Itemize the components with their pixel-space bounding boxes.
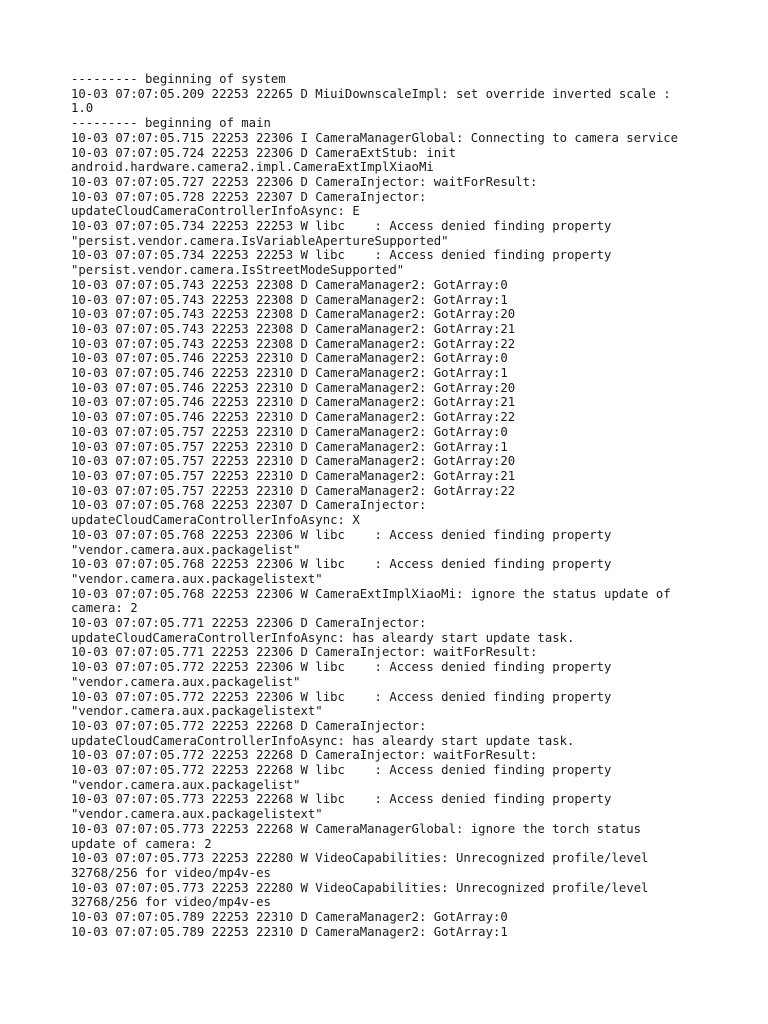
log-line: 10-03 07:07:05.724 22253 22306 D CameraExtStub: init: [71, 145, 456, 160]
log-line: 10-03 07:07:05.768 22253 22307 D CameraInjector:: [71, 498, 427, 513]
log-line: 10-03 07:07:05.734 22253 22253 W libc : Access denied finding property: [71, 219, 612, 234]
log-line: 10-03 07:07:05.789 22253 22310 D CameraManager2: GotArray:0: [71, 910, 508, 925]
log-line: updateCloudCameraControllerInfoAsync: has aleardy start update task.: [71, 733, 575, 748]
log-line: 10-03 07:07:05.772 22253 22268 D CameraInjector:: [71, 718, 427, 733]
log-line: 10-03 07:07:05.757 22253 22310 D CameraManager2: GotArray:22: [71, 483, 516, 498]
log-line: 10-03 07:07:05.773 22253 22280 W VideoCapabilities: Unrecognized profile/level: [71, 851, 649, 866]
log-output: [71, 72, 751, 939]
log-line: 10-03 07:07:05.746 22253 22310 D CameraManager2: GotArray:1: [71, 366, 508, 381]
log-line: 10-03 07:07:05.715 22253 22306 I CameraManagerGlobal: Connecting to camera service: [71, 130, 679, 145]
log-line: "vendor.camera.aux.packagelistext": [71, 704, 323, 719]
log-line: 10-03 07:07:05.789 22253 22310 D CameraManager2: GotArray:1: [71, 924, 508, 939]
log-line: 10-03 07:07:05.772 22253 22268 W libc : Access denied finding property: [71, 763, 612, 778]
log-line: 10-03 07:07:05.734 22253 22253 W libc : Access denied finding property: [71, 248, 612, 263]
log-line: 10-03 07:07:05.773 22253 22268 W CameraManagerGlobal: ignore the torch status: [71, 821, 642, 836]
log-line: 10-03 07:07:05.746 22253 22310 D CameraManager2: GotArray:0: [71, 351, 508, 366]
log-line: --------- beginning of main: [71, 116, 271, 131]
log-line: 10-03 07:07:05.772 22253 22306 W libc : Access denied finding property: [71, 689, 612, 704]
document-page: [71, 72, 751, 939]
log-line: "vendor.camera.aux.packagelistext": [71, 807, 323, 822]
log-line: updateCloudCameraControllerInfoAsync: has aleardy start update task.: [71, 630, 575, 645]
log-line: 10-03 07:07:05.768 22253 22306 W libc : Access denied finding property: [71, 557, 612, 572]
log-line: updateCloudCameraControllerInfoAsync: E: [71, 204, 360, 219]
log-line: 10-03 07:07:05.743 22253 22308 D CameraManager2: GotArray:1: [71, 292, 508, 307]
log-line: 10-03 07:07:05.746 22253 22310 D CameraManager2: GotArray:20: [71, 380, 516, 395]
log-line: 10-03 07:07:05.772 22253 22306 W libc : Access denied finding property: [71, 660, 612, 675]
log-line: "vendor.camera.aux.packagelist": [71, 542, 301, 557]
log-line: 10-03 07:07:05.771 22253 22306 D CameraInjector:: [71, 616, 427, 631]
log-line: 10-03 07:07:05.768 22253 22306 W libc : Access denied finding property: [71, 527, 612, 542]
log-line: 10-03 07:07:05.773 22253 22280 W VideoCapabilities: Unrecognized profile/level: [71, 880, 649, 895]
log-line: "vendor.camera.aux.packagelist": [71, 777, 301, 792]
log-line: update of camera: 2: [71, 836, 212, 851]
log-line: "persist.vendor.camera.IsStreetModeSupported": [71, 263, 405, 278]
log-line: 10-03 07:07:05.743 22253 22308 D CameraManager2: GotArray:21: [71, 321, 516, 336]
log-line: 10-03 07:07:05.757 22253 22310 D CameraManager2: GotArray:1: [71, 439, 508, 454]
log-line: 10-03 07:07:05.727 22253 22306 D CameraInjector: waitForResult:: [71, 174, 538, 189]
log-line: "vendor.camera.aux.packagelistext": [71, 571, 323, 586]
log-line: 1.0: [71, 101, 94, 116]
log-line: updateCloudCameraControllerInfoAsync: X: [71, 513, 360, 528]
log-line: 10-03 07:07:05.772 22253 22268 D CameraInjector: waitForResult:: [71, 748, 538, 763]
log-line: 10-03 07:07:05.746 22253 22310 D CameraManager2: GotArray:22: [71, 410, 516, 425]
log-line: 10-03 07:07:05.728 22253 22307 D CameraInjector:: [71, 189, 427, 204]
log-line: android.hardware.camera2.impl.CameraExtImplXiaoMi: [71, 160, 434, 175]
log-line: 10-03 07:07:05.743 22253 22308 D CameraManager2: GotArray:20: [71, 307, 516, 322]
log-line: camera: 2: [71, 601, 138, 616]
log-line: 10-03 07:07:05.757 22253 22310 D CameraManager2: GotArray:0: [71, 424, 508, 439]
log-line: --------- beginning of system: [71, 72, 286, 86]
log-line: 10-03 07:07:05.746 22253 22310 D CameraManager2: GotArray:21: [71, 395, 516, 410]
log-line: 32768/256 for video/mp4v-es: [71, 865, 271, 880]
log-line: 10-03 07:07:05.757 22253 22310 D CameraManager2: GotArray:20: [71, 454, 516, 469]
log-line: 10-03 07:07:05.771 22253 22306 D CameraInjector: waitForResult:: [71, 645, 538, 660]
log-line: 32768/256 for video/mp4v-es: [71, 895, 271, 910]
log-line: 10-03 07:07:05.209 22253 22265 D MiuiDownscaleImpl: set override inverted scale :: [71, 86, 671, 101]
log-line: 10-03 07:07:05.757 22253 22310 D CameraManager2: GotArray:21: [71, 468, 516, 483]
log-line: 10-03 07:07:05.768 22253 22306 W CameraExtImplXiaoMi: ignore the status update of: [71, 586, 671, 601]
log-line: 10-03 07:07:05.773 22253 22268 W libc : Access denied finding property: [71, 792, 612, 807]
log-line: "vendor.camera.aux.packagelist": [71, 674, 301, 689]
log-line: 10-03 07:07:05.743 22253 22308 D CameraManager2: GotArray:0: [71, 277, 508, 292]
log-line: 10-03 07:07:05.743 22253 22308 D CameraManager2: GotArray:22: [71, 336, 516, 351]
log-line: "persist.vendor.camera.IsVariableApertureSupported": [71, 233, 449, 248]
